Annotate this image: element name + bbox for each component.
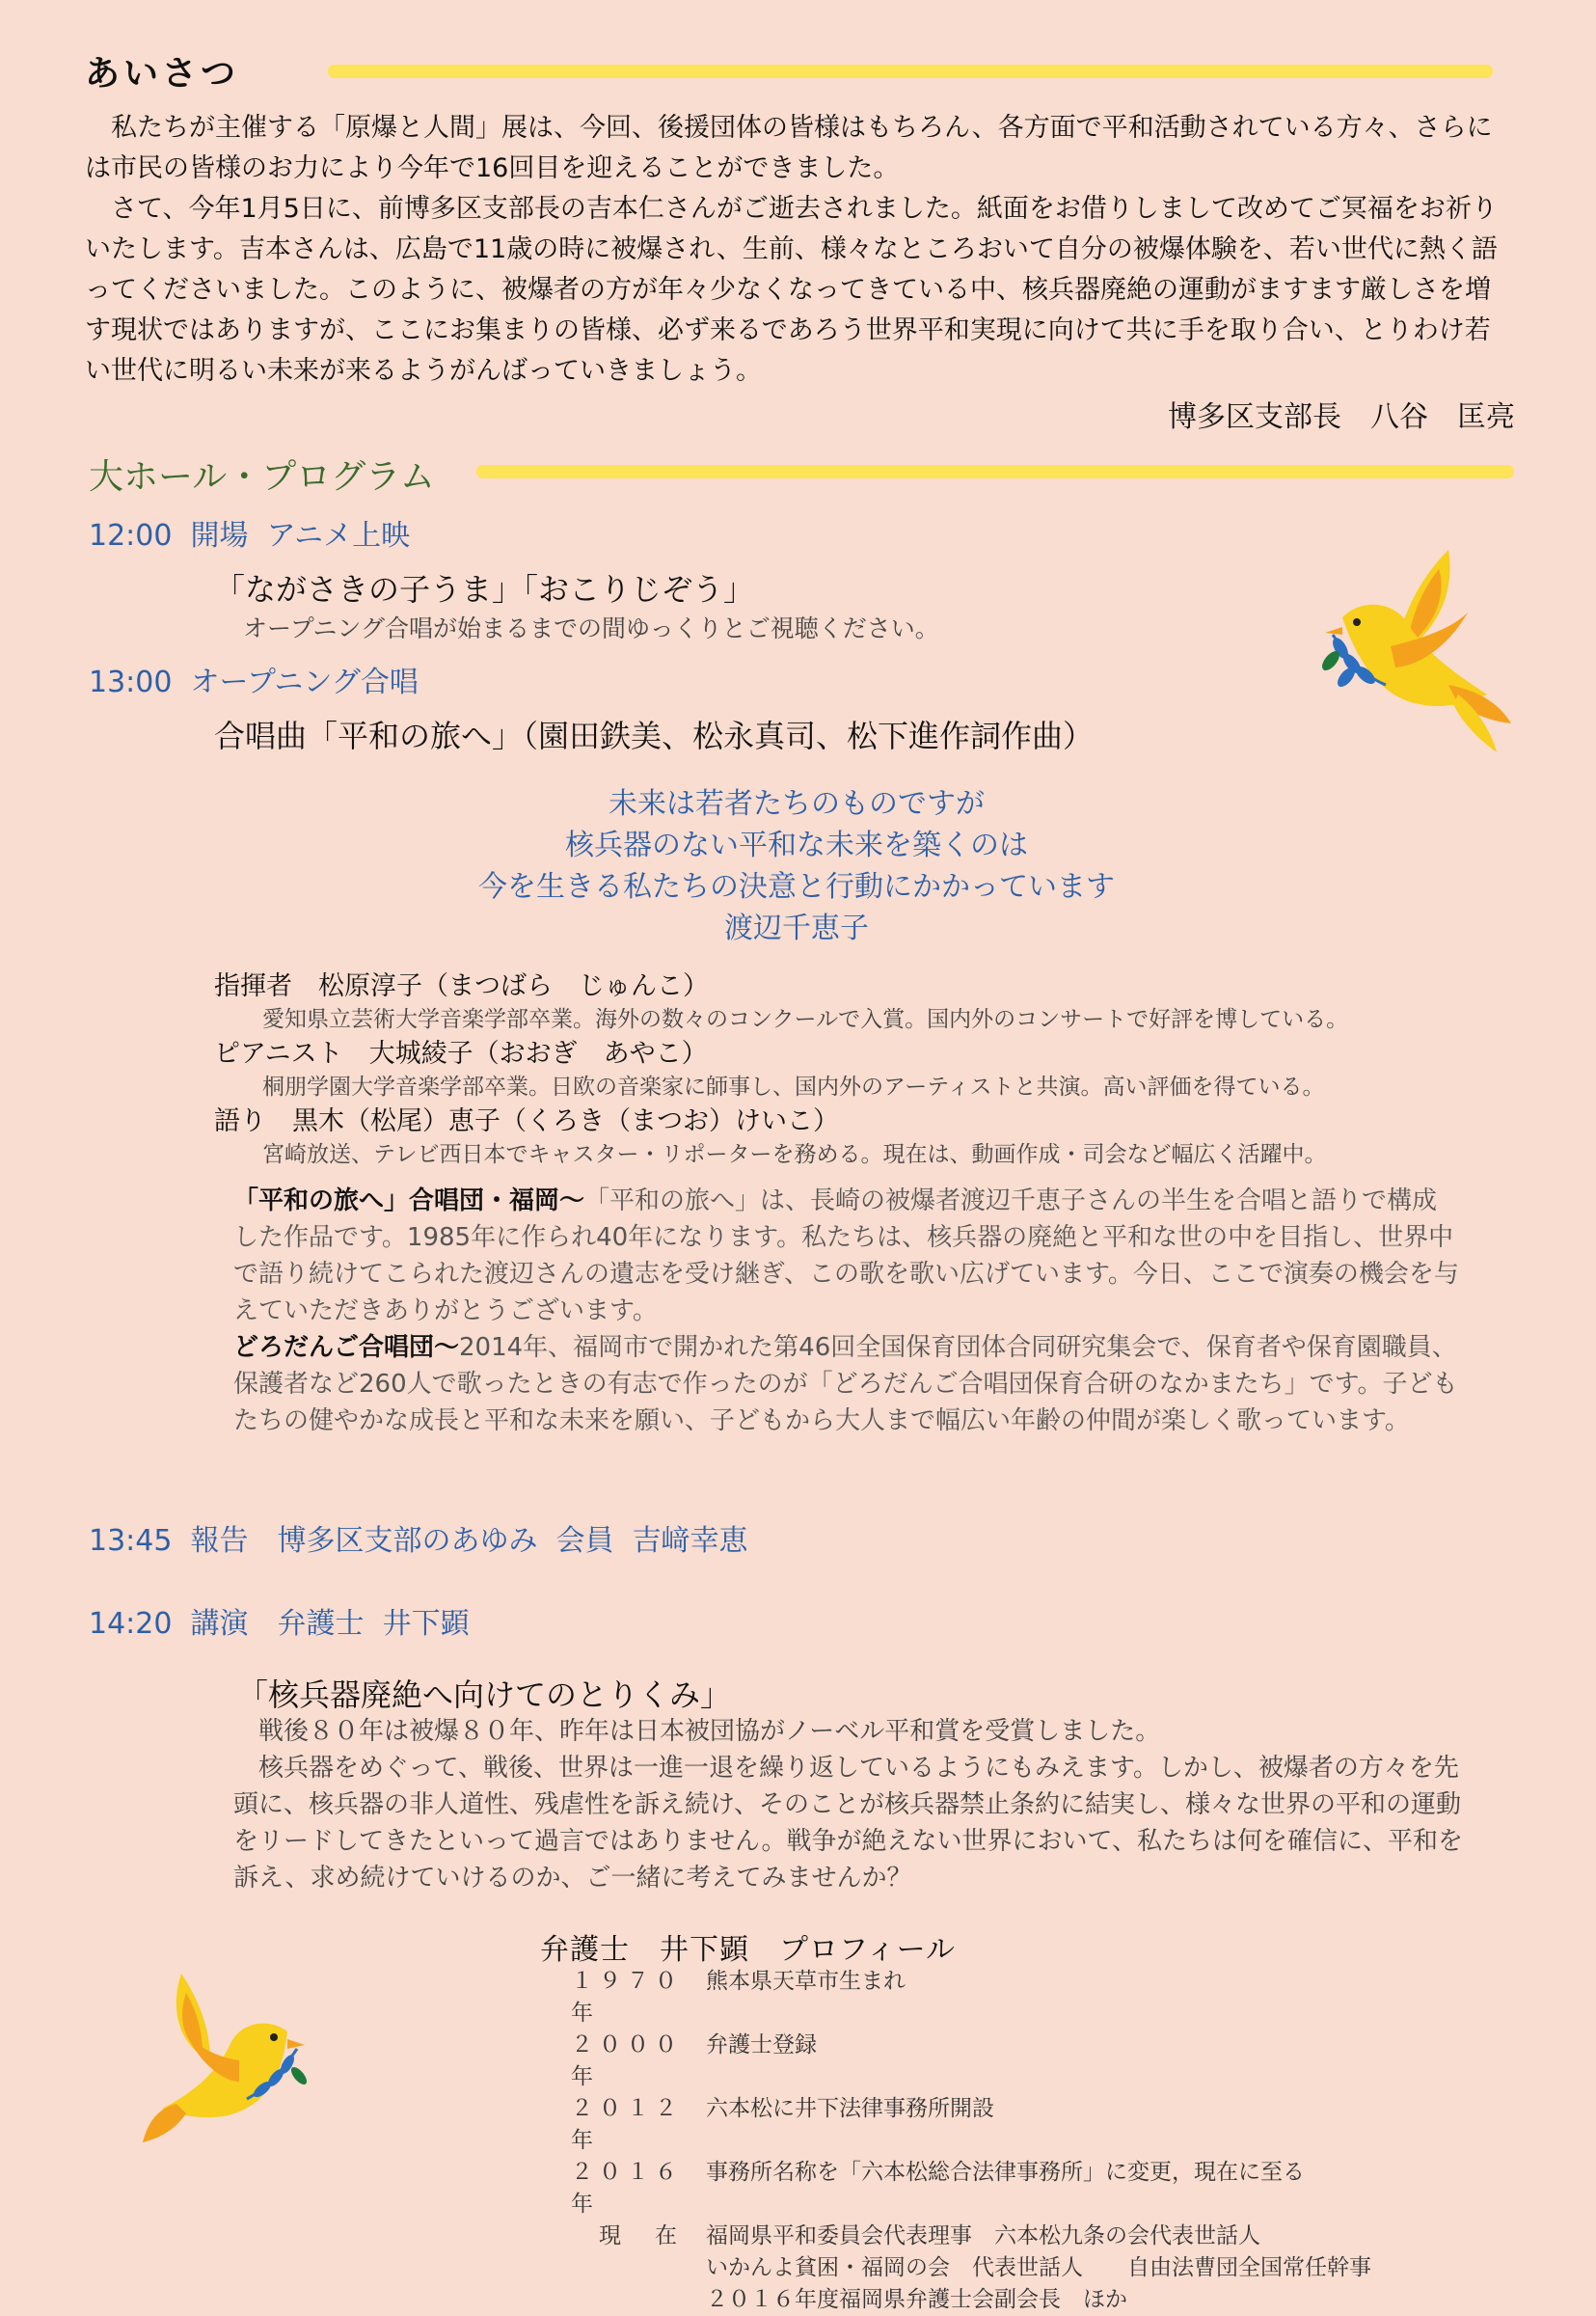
- choir-group-name: 「平和の旅へ」合唱団・福岡〜: [233, 1186, 585, 1215]
- poem-line: 未来は若者たちのものですが: [609, 787, 985, 821]
- profile-text: いかんよ貧困・福岡の会 代表世話人 自由法曹団全国常任幹事: [706, 2255, 1371, 2280]
- profile-year: ２０００年: [571, 2032, 683, 2089]
- heading-accent-bar: [476, 465, 1514, 478]
- profile-text: 六本松に井下法律事務所開設: [706, 2096, 994, 2121]
- poem: [411, 783, 1182, 949]
- profile-year: １９７０年: [571, 1969, 683, 2026]
- profile-row: [571, 2157, 1371, 2221]
- performer-pianist: ピアニスト 大城綾子（おおぎ あやこ）: [214, 1039, 708, 1069]
- lecture-paragraph: 戦後８０年は被爆８０年、昨年は日本被団協がノーベル平和賞を受賞しました。: [258, 1717, 1161, 1746]
- performer-conductor: 指揮者 松原淳子（まつばら じゅんこ）: [214, 971, 709, 1001]
- heading-accent-bar: [328, 65, 1493, 78]
- performer-conductor-desc: 愛知県立芸術大学音楽学部卒業。海外の数々のコンクールで入賞。国内外のコンサートで好評を博している。: [262, 1007, 1349, 1032]
- profile-year: 現 在: [571, 2223, 683, 2248]
- profile-row: [571, 2221, 1371, 2252]
- program-time-1345: 13:45 報告 博多区支部のあゆみ 会員 吉﨑幸恵: [89, 1524, 748, 1558]
- anime-titles: 「ながさきの子うま」「おこりじぞう」: [214, 571, 755, 608]
- lecture-body: [233, 1713, 1477, 1896]
- profile-text: 福岡県平和委員会代表理事 六本松九条の会代表世話人: [706, 2223, 1260, 2248]
- profile-text: 弁護士登録: [706, 2032, 817, 2057]
- profile-list: [571, 1966, 1371, 2316]
- greeting-signature: 博多区支部長 八谷 匡亮: [1168, 400, 1515, 434]
- program-time-1420: 14:20 講演 弁護士 井下顕: [89, 1607, 470, 1641]
- profile-row: [571, 1966, 1371, 2030]
- poem-line: 今を生きる私たちの決意と行動にかかっています: [478, 870, 1115, 904]
- choir-group: [233, 1183, 1460, 1329]
- profile-row: [571, 2093, 1371, 2157]
- choir-group: [233, 1329, 1460, 1439]
- choir-group-name: どろだんご合唱団〜: [233, 1333, 460, 1362]
- profile-year: [571, 2284, 706, 2316]
- dove-icon: [1304, 540, 1516, 772]
- program-heading: 大ホール・プログラム: [89, 457, 435, 497]
- greeting-paragraph: 私たちが主催する「原爆と人間」展は、今回、後援団体の皆様はもちろん、各方面で平和活動されている方々、さらには市民の皆様のお力により今年で16回目を迎えることができました。: [85, 113, 1493, 183]
- program-time-1300: 13:00 オープニング合唱: [89, 666, 419, 699]
- performer-narrator: 語り 黒木（松尾）恵子（くろき（まつお）けいこ）: [214, 1106, 839, 1136]
- greeting-body: [85, 108, 1514, 392]
- profile-text: 事務所名称を「六本松総合法律事務所」に変更，現在に至る: [706, 2160, 1305, 2185]
- poem-author: 渡辺千恵子: [724, 912, 869, 945]
- choir-group-text: 2014年、福岡市で開かれた第46回全国保育団体合同研究集会で、保育者や保育園職員、保護者など260人で歌ったときの有志で作ったのが「どろだんご合唱団保育合研のなかまたち」です。子どもたちの健やかな成長と平和な未来を願い、子どもから大人まで幅広い年齢の仲間が楽しく歌っています。: [233, 1333, 1458, 1435]
- program-time-1200: 12:00 開場 アニメ上映: [89, 519, 411, 553]
- choir-groups: [233, 1183, 1460, 1439]
- profile-year: ２０１２年: [571, 2096, 683, 2153]
- profile-year: ２０１６年: [571, 2160, 683, 2217]
- profile-row: [571, 2284, 1371, 2316]
- profile-text: ２０１６年度福岡県弁護士会副会長 ほか: [706, 2287, 1127, 2312]
- lecture-paragraph: 核兵器をめぐって、戦後、世界は一進一退を繰り返しているようにもみえます。しかし、被爆者の方々を先頭に、核兵器の非人道性、残虐性を訴え続け、そのことが核兵器禁止条約に結実し、様々な世界の平和の運動をリードしてきたといって過言ではありません。戦争が絶えない世界において、私たちは何を確信に、平和を訴え、求め続けていけるのか、ご一緒に考えてみませんか？: [233, 1754, 1464, 1893]
- dove-icon: [143, 1964, 326, 2157]
- greeting-heading: あいさつ: [85, 54, 240, 94]
- profile-row: [571, 2030, 1371, 2093]
- profile-text: 熊本県天草市生まれ: [706, 1969, 906, 1994]
- lecture-title: 「核兵器廃絶へ向けてのとりくみ」: [237, 1676, 732, 1713]
- greeting-paragraph: さて、今年1月5日に、前博多区支部長の吉本仁さんがご逝去されました。紙面をお借りしまして改めてご冥福をお祈りいたします。吉本さんは、広島で11歳の時に被爆され、生前、様々なところおいて自分の被爆体験を、若い世代に熱く語ってくださいました。このように、被爆者の方が年々少なくなってきている中、核兵器廃絶の運動がますます厳しさを増す現状ではありますが、ここにお集まりの皆様、必ず来るであろう世界平和実現に向けて共に手を取り合い、とりわけ若い世代に明るい未来が来るようがんばっていきましょう。: [85, 194, 1498, 386]
- performer-narrator-desc: 宮崎放送、テレビ西日本でキャスター・リポーターを務める。現在は、動画作成・司会など幅広く活躍中。: [262, 1142, 1327, 1167]
- performer-pianist-desc: 桐朋学園大学音楽学部卒業。日欧の音楽家に師事し、国内外のアーティストと共演。高い評価を得ている。: [262, 1075, 1325, 1100]
- song-title: 合唱曲「平和の旅へ」（園田鉄美、松永真司、松下進作詞作曲）: [214, 718, 1095, 754]
- profile-title: 弁護士 井下顕 プロフィール: [540, 1933, 956, 1967]
- poem-line: 核兵器のない平和な未来を築くのは: [565, 829, 1028, 862]
- choir-group-text: 「平和の旅へ」は、長崎の被爆者渡辺千恵子さんの半生を合唱と語りで構成した作品です。1985年に作られ40年になります。私たちは、核兵器の廃絶と平和な世の中を目指し、世界中で語り続けてこられた渡辺さんの遺志を受け継ぎ、この歌を歌い広げています。今日、ここで演奏の機会を与えていただきありがとうございます。: [233, 1186, 1459, 1325]
- anime-note: オープニング合唱が始まるまでの間ゆっくりとご視聴ください。: [243, 614, 939, 642]
